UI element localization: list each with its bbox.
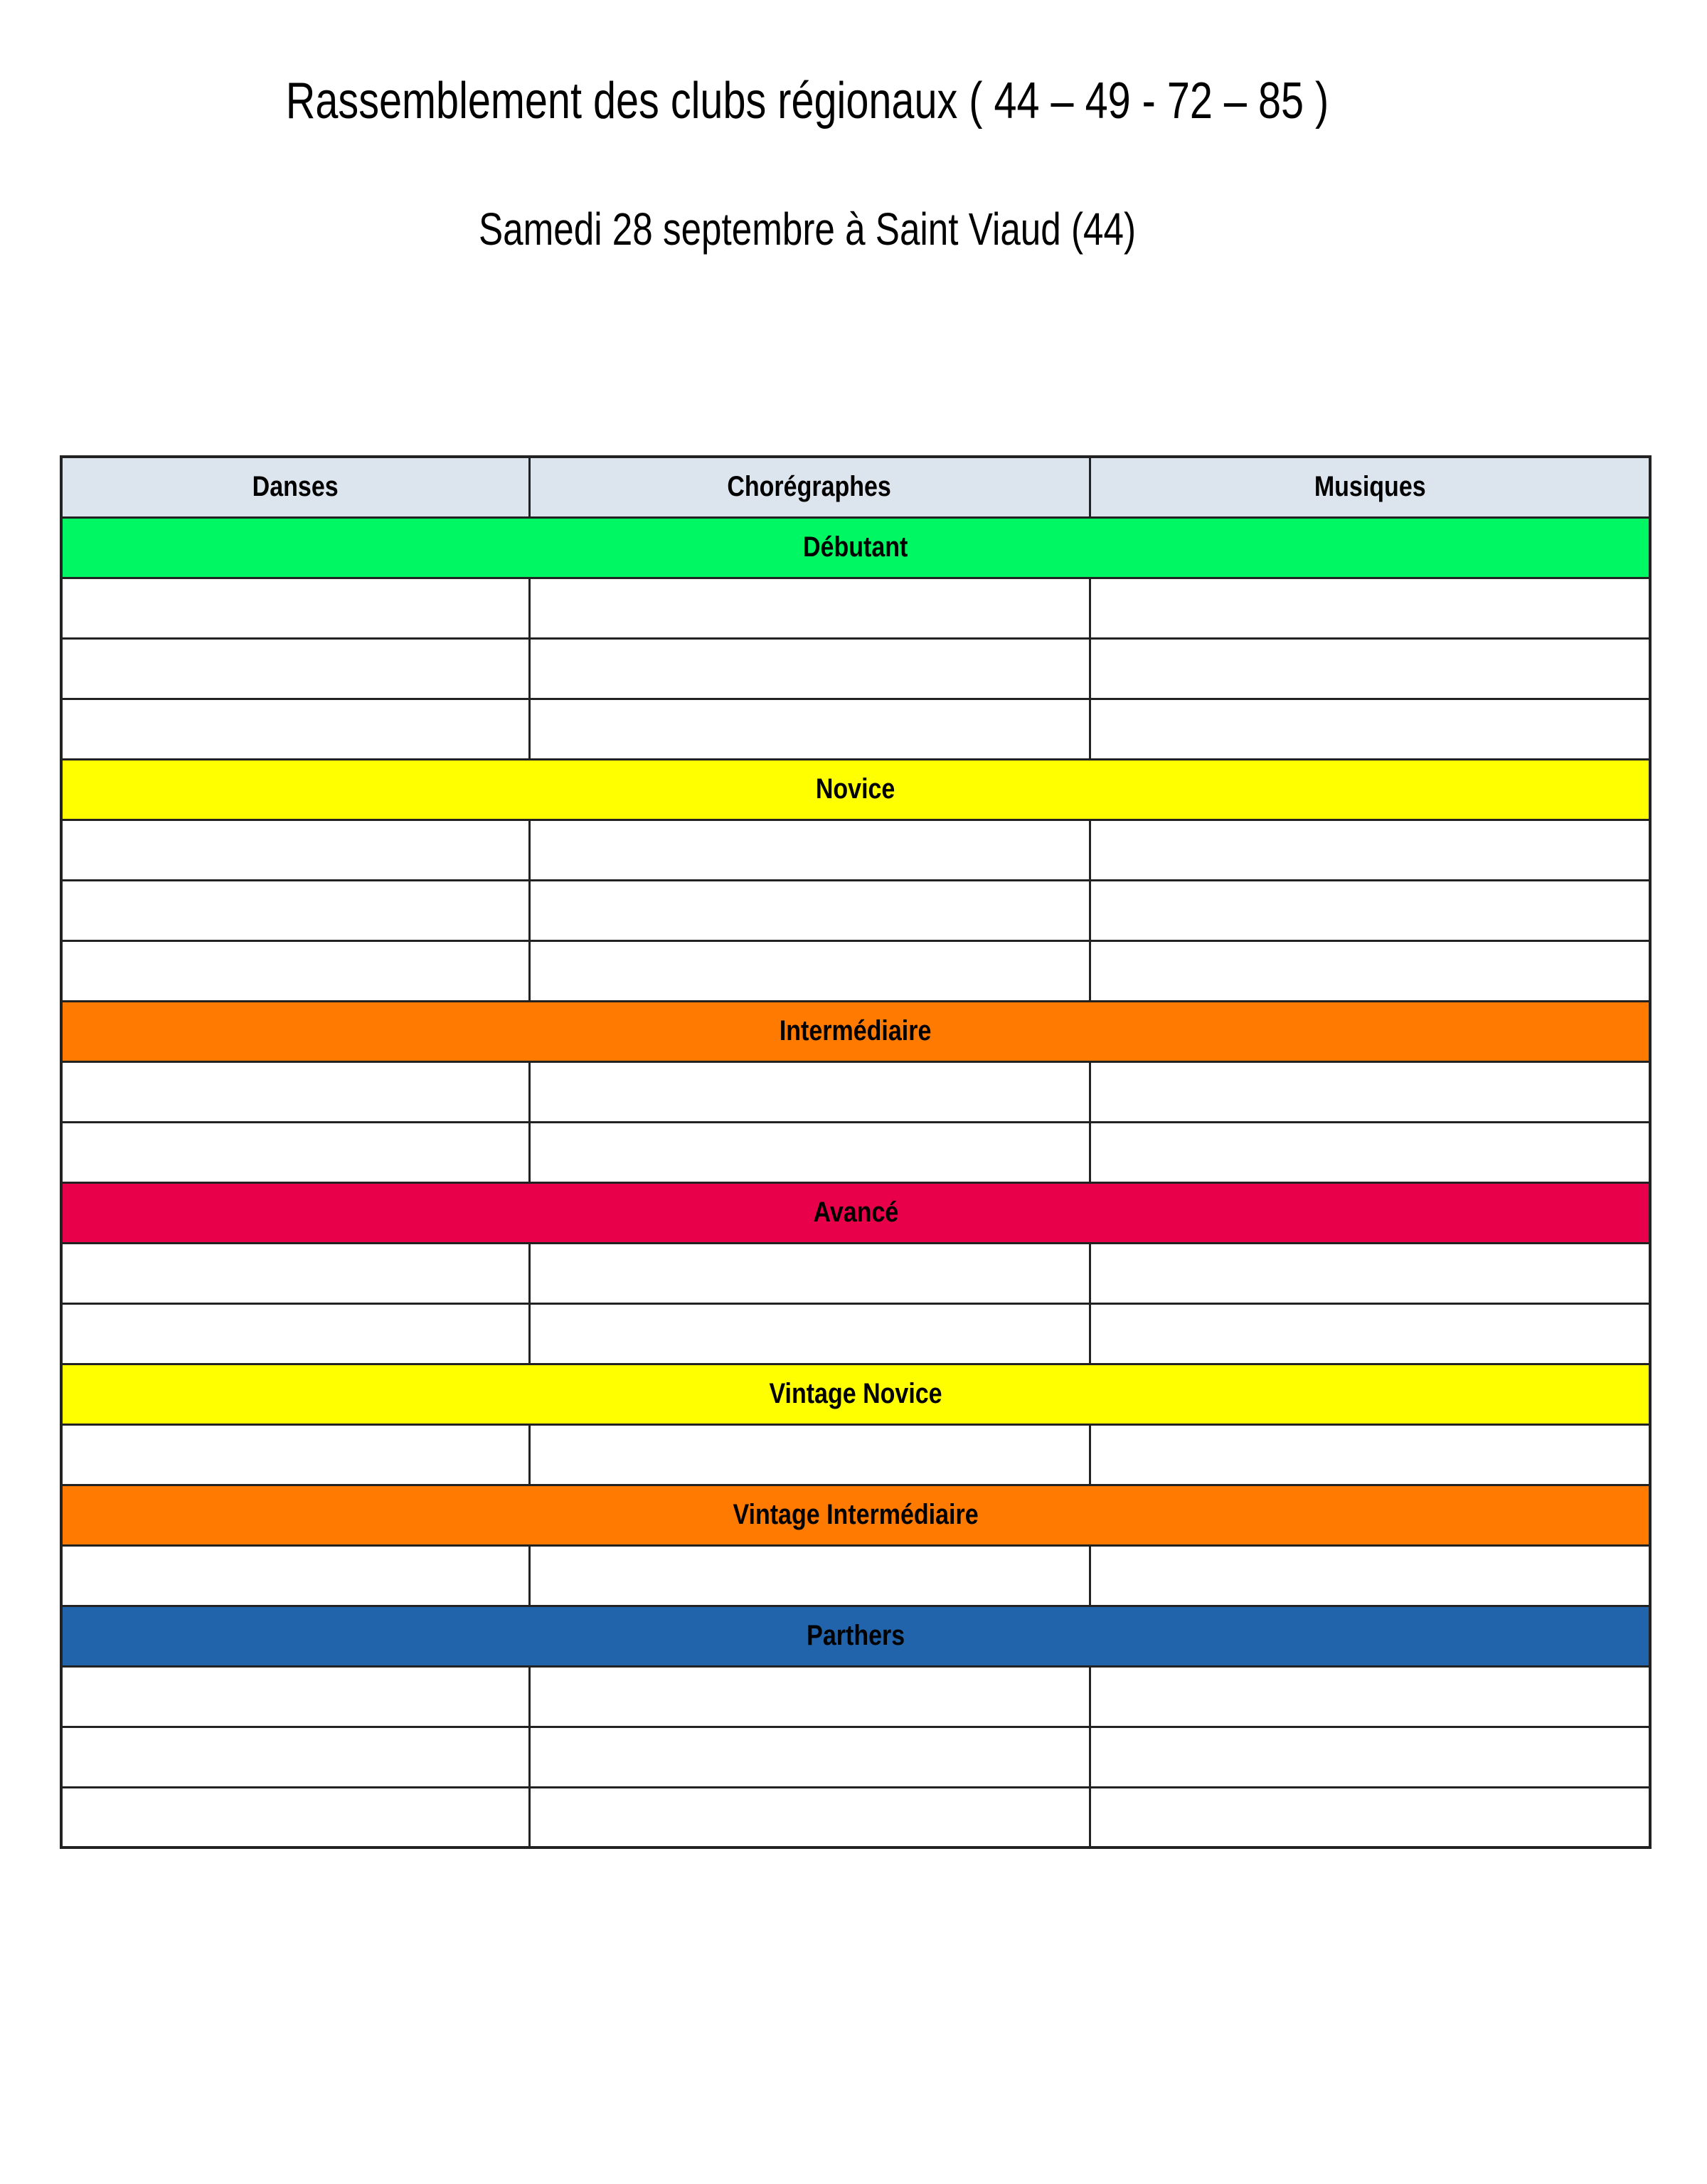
blank-cell-choregraphe xyxy=(529,880,1090,940)
blank-cell-musique xyxy=(1090,880,1650,940)
table-row xyxy=(61,880,1650,940)
blank-cell-musique xyxy=(1090,820,1650,880)
table-row xyxy=(61,820,1650,880)
blank-cell-musique xyxy=(1090,578,1650,638)
blank-cell-danse xyxy=(61,1122,529,1182)
table-row xyxy=(61,638,1650,699)
section-row-intermediaire xyxy=(61,1001,1650,1061)
table-body xyxy=(61,517,1650,1848)
section-row-vintage-intermediaire xyxy=(61,1485,1650,1545)
blank-cell-choregraphe xyxy=(529,1666,1090,1727)
blank-cell-danse xyxy=(61,1545,529,1606)
blank-cell-danse xyxy=(61,880,529,940)
blank-cell-danse xyxy=(61,1303,529,1364)
section-label-parthers: Parthers xyxy=(61,1606,1650,1666)
blank-cell-musique xyxy=(1090,1061,1650,1122)
table-row xyxy=(61,1061,1650,1122)
blank-cell-musique xyxy=(1090,1303,1650,1364)
blank-cell-musique xyxy=(1090,940,1650,1001)
section-label-novice: Novice xyxy=(61,759,1650,820)
column-header-musiques: Musiques xyxy=(1090,457,1650,517)
blank-cell-choregraphe xyxy=(529,578,1090,638)
blank-cell-danse xyxy=(61,1243,529,1303)
blank-cell-choregraphe xyxy=(529,638,1090,699)
program-table xyxy=(60,455,1652,1849)
table-row xyxy=(61,1727,1650,1787)
blank-cell-choregraphe xyxy=(529,820,1090,880)
blank-cell-danse xyxy=(61,1787,529,1848)
blank-cell-danse xyxy=(61,1061,529,1122)
section-label-vintage-novice: Vintage Novice xyxy=(61,1364,1650,1424)
table-header xyxy=(61,457,1650,517)
blank-cell-danse xyxy=(61,1424,529,1485)
blank-cell-musique xyxy=(1090,1666,1650,1727)
section-row-debutant xyxy=(61,517,1650,578)
section-label-vintage-intermediaire: Vintage Intermédiaire xyxy=(61,1485,1650,1545)
table-row xyxy=(61,1424,1650,1485)
blank-cell-choregraphe xyxy=(529,1122,1090,1182)
table-row xyxy=(61,699,1650,759)
blank-cell-musique xyxy=(1090,1424,1650,1485)
table-row xyxy=(61,1666,1650,1727)
column-header-choregraphes: Chorégraphes xyxy=(529,457,1090,517)
document-title: Rassemblement des clubs régionaux ( 44 – 49 - 72 – 85 ) xyxy=(285,73,1329,129)
section-row-vintage-novice xyxy=(61,1364,1650,1424)
blank-cell-choregraphe xyxy=(529,940,1090,1001)
table-row xyxy=(61,1122,1650,1182)
blank-cell-choregraphe xyxy=(529,1727,1090,1787)
document-subtitle: Samedi 28 septembre à Saint Viaud (44) xyxy=(478,203,1137,255)
blank-cell-musique xyxy=(1090,1787,1650,1848)
blank-cell-danse xyxy=(61,820,529,880)
section-label-avance: Avancé xyxy=(61,1182,1650,1243)
blank-cell-choregraphe xyxy=(529,1787,1090,1848)
blank-cell-danse xyxy=(61,1666,529,1727)
blank-cell-danse xyxy=(61,940,529,1001)
blank-cell-musique xyxy=(1090,1727,1650,1787)
header-row xyxy=(61,457,1650,517)
blank-cell-musique xyxy=(1090,1122,1650,1182)
column-header-danses: Danses xyxy=(61,457,529,517)
section-row-avance xyxy=(61,1182,1650,1243)
blank-cell-musique xyxy=(1090,699,1650,759)
blank-cell-danse xyxy=(61,578,529,638)
table-row xyxy=(61,1787,1650,1848)
blank-cell-musique xyxy=(1090,1545,1650,1606)
blank-cell-choregraphe xyxy=(529,699,1090,759)
table-row xyxy=(61,1303,1650,1364)
table-row xyxy=(61,1243,1650,1303)
blank-cell-musique xyxy=(1090,638,1650,699)
blank-cell-choregraphe xyxy=(529,1243,1090,1303)
blank-cell-choregraphe xyxy=(529,1303,1090,1364)
section-row-parthers xyxy=(61,1606,1650,1666)
section-label-intermediaire: Intermédiaire xyxy=(61,1001,1650,1061)
blank-cell-musique xyxy=(1090,1243,1650,1303)
blank-cell-choregraphe xyxy=(529,1545,1090,1606)
blank-cell-danse xyxy=(61,699,529,759)
section-row-novice xyxy=(61,759,1650,820)
blank-cell-danse xyxy=(61,638,529,699)
table-row xyxy=(61,940,1650,1001)
blank-cell-danse xyxy=(61,1727,529,1787)
section-label-debutant: Débutant xyxy=(61,517,1650,578)
blank-cell-choregraphe xyxy=(529,1061,1090,1122)
blank-cell-choregraphe xyxy=(529,1424,1090,1485)
table-row xyxy=(61,578,1650,638)
table-row xyxy=(61,1545,1650,1606)
